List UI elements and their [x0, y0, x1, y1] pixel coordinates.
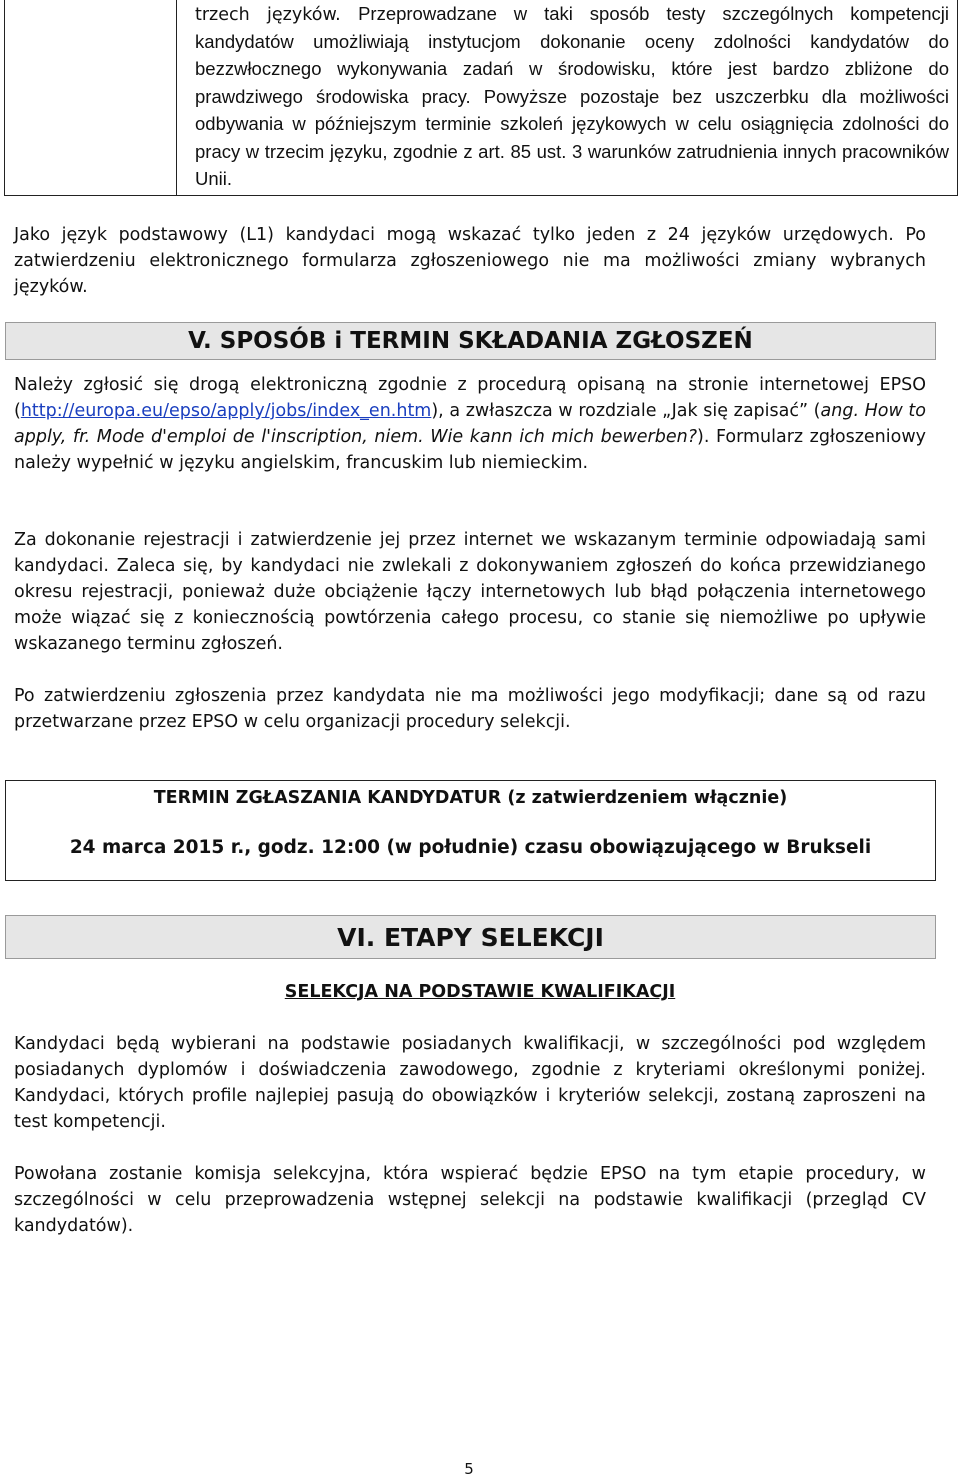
box-left-column	[5, 0, 177, 195]
epso-apply-link[interactable]: http://europa.eu/epso/apply/jobs/index_en.htm	[20, 401, 432, 421]
section-v-p1-text-a: Należy zgłosić się drogą elektroniczną zgodnie z procedurą opisaną na stronie internetowej EPSO (	[14, 375, 926, 421]
box-paragraph	[195, 1, 949, 194]
section-v-paragraph-2: Za dokonanie rejestracji i zatwierdzenie jej przez internet we wskazanym terminie odpowiadają sami kandydaci. Zaleca się, by kandydaci nie zwlekali z dokonywaniem zgłoszeń do końca przewidzianego okresu rejestracji, ponieważ duże obciążenie łączy internetowych lub błąd połączenia internetowego może wiązać się z koniecznością powtórzenia całego procesu, co stanie się niemożliwe po upływie wskazanego terminu zgłoszeń.	[14, 530, 926, 654]
section-v-p1-text-c: ). Formularz zgłoszeniowy należy wypełnić w języku angielskim, francuskim lub niemieckim.	[14, 427, 927, 473]
section-vi-paragraph-1: Kandydaci będą wybierani na podstawie posiadanych kwalifikacji, w szczególności pod względem posiadanych dyplomów i doświadczenia zawodowego, zgodnie z kryteriami określonymi poniżej. Kandydaci, których profile najlepiej pasują do obowiązków i kryteriów selekcji, zostaną zaproszeni na test kompetencji.	[14, 1034, 926, 1132]
section-vi-heading: VI. ETAPY SELEKCJI	[5, 915, 936, 959]
continued-text-box	[4, 0, 958, 196]
box-text-part2: Przeprowadzane w taki sposób testy szczególnych kompetencji kandydatów umożliwiają instytucjom dokonanie oceny zdolności kandydatów do bezzwłocznego wykonywania zadań w środowisku, które jest bardzo zbliżone do prawdziwego środowiska pracy. Powyższe pozostaje bez uszczerbku dla możliwości odbywania w późniejszym terminie szkoleń językowych w celu osiągnięcia zdolności do pracy w trzecim języku, zgodnie z art. 85 ust. 3 warunków zatrudnienia innych pracowników Unii.	[195, 3, 950, 189]
section-vi-paragraph-2: Powołana zostanie komisja selekcyjna, która wspierać będzie EPSO na tym etapie procedury, w szczególności w celu przeprowadzenia wstępnej selekcji na podstawie kwalifikacji (przegląd CV kandydatów).	[14, 1164, 926, 1236]
box-text-part1: trzech języków.	[195, 5, 359, 25]
page-number: 5	[464, 1460, 474, 1478]
section-v-paragraph-1	[14, 372, 926, 476]
section-v-heading: V. SPOSÓB i TERMIN SKŁADANIA ZGŁOSZEŃ	[5, 322, 936, 360]
l1-language-paragraph: Jako język podstawowy (L1) kandydaci mogą wskazać tylko jeden z 24 języków urzędowych. Po zatwierdzeniu elektronicznego formularza zgłoszeniowego nie ma możliwości zmiany wybranych języków.	[14, 225, 926, 297]
section-v-p1-text-b: ), a zwłaszcza w rozdziale „Jak się zapisać” (	[431, 401, 821, 421]
box-content	[177, 0, 957, 195]
deadline-box	[5, 780, 936, 881]
deadline-heading: TERMIN ZGŁASZANIA KANDYDATUR (z zatwierdzeniem włącznie)	[153, 788, 788, 808]
section-vi-subheading: SELEKCJA NA PODSTAWIE KWALIFIKACJI	[284, 982, 676, 1002]
section-v-p1-italic: ang. How to apply, fr. Mode d'emploi de l'inscription, niem. Wie kann ich mich bewerben?	[14, 401, 927, 447]
section-v-paragraph-3: Po zatwierdzeniu zgłoszenia przez kandydata nie ma możliwości jego modyfikacji; dane są od razu przetwarzane przez EPSO w celu organizacji procedury selekcji.	[14, 686, 926, 732]
deadline-date: 24 marca 2015 r., godz. 12:00 (w południe) czasu obowiązującego w Brukseli	[69, 837, 872, 858]
